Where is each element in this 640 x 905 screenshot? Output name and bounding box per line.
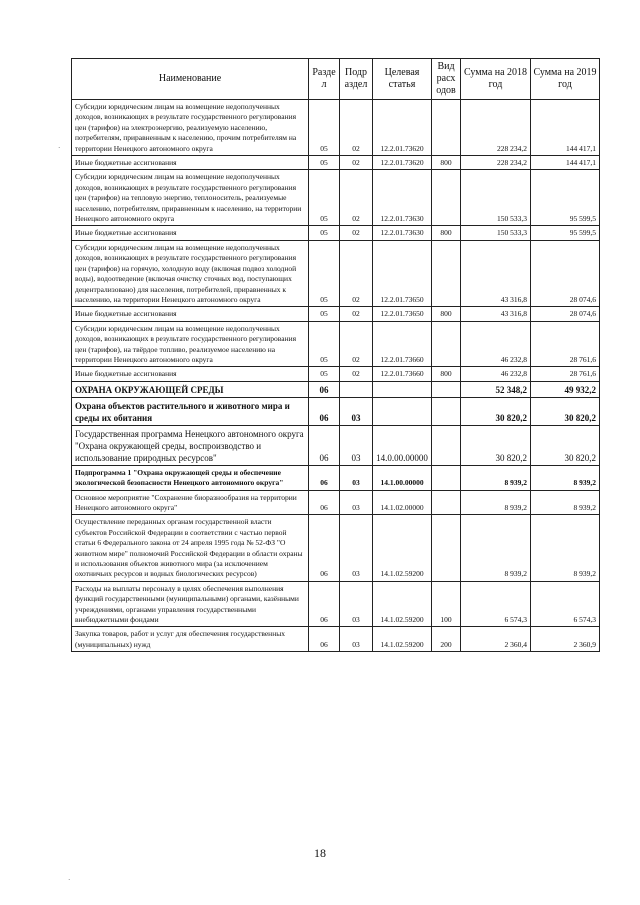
table-header-row <box>72 59 600 100</box>
row-sum-2019: 49 932,2 <box>531 381 600 397</box>
row-article <box>373 397 432 425</box>
row-section: 05 <box>309 226 340 240</box>
row-expense-type: 800 <box>432 156 461 170</box>
table-row <box>72 490 600 515</box>
row-sum-2018: 2 360,4 <box>461 627 531 652</box>
row-sum-2019: 30 820,2 <box>531 397 600 425</box>
row-expense-type: 800 <box>432 307 461 321</box>
row-subsection: 02 <box>340 307 373 321</box>
row-sum-2019: 8 939,2 <box>531 515 600 581</box>
row-name: ОХРАНА ОКРУЖАЮЩЕЙ СРЕДЫ <box>72 381 309 397</box>
row-section: 05 <box>309 240 340 306</box>
row-article: 12.2.01.73630 <box>373 226 432 240</box>
col-header-sum-2018: Сумма на 2018 год <box>461 59 531 100</box>
table-row <box>72 581 600 627</box>
row-expense-type <box>432 425 461 465</box>
row-sum-2018: 46 232,8 <box>461 321 531 367</box>
table-row <box>72 367 600 381</box>
row-article <box>373 381 432 397</box>
scan-mark: · <box>68 876 71 884</box>
row-sum-2018: 228 234,2 <box>461 156 531 170</box>
row-sum-2018: 46 232,8 <box>461 367 531 381</box>
row-section: 05 <box>309 170 340 226</box>
row-expense-type <box>432 100 461 156</box>
row-subsection: 02 <box>340 226 373 240</box>
row-name: Иные бюджетные ассигнования <box>72 307 309 321</box>
table-row <box>72 226 600 240</box>
row-sum-2019: 144 417,1 <box>531 156 600 170</box>
row-expense-type <box>432 381 461 397</box>
row-name: Основное мероприятие "Сохранение биоразнообразия на территории Ненецкого автономного округа" <box>72 490 309 515</box>
row-expense-type <box>432 321 461 367</box>
table-row <box>72 515 600 581</box>
scan-mark: · <box>58 144 61 152</box>
row-expense-type <box>432 170 461 226</box>
row-name: Охрана объектов растительного и животного мира и среды их обитания <box>72 397 309 425</box>
row-sum-2019: 30 820,2 <box>531 425 600 465</box>
row-sum-2018: 30 820,2 <box>461 425 531 465</box>
row-expense-type: 800 <box>432 367 461 381</box>
row-sum-2018: 52 348,2 <box>461 381 531 397</box>
row-name: Иные бюджетные ассигнования <box>72 367 309 381</box>
row-article: 14.0.00.00000 <box>373 425 432 465</box>
row-sum-2019: 28 761,6 <box>531 367 600 381</box>
row-sum-2019: 2 360,9 <box>531 627 600 652</box>
row-subsection: 03 <box>340 627 373 652</box>
row-section: 05 <box>309 100 340 156</box>
row-sum-2019: 144 417,1 <box>531 100 600 156</box>
row-article: 14.1.02.59200 <box>373 515 432 581</box>
table-row <box>72 627 600 652</box>
row-sum-2018: 8 939,2 <box>461 490 531 515</box>
row-sum-2018: 150 533,3 <box>461 170 531 226</box>
row-name: Государственная программа Ненецкого автономного округа "Охрана окружающей среды, воспроизводство и использование природных ресурсов" <box>72 425 309 465</box>
row-subsection: 03 <box>340 465 373 490</box>
row-expense-type <box>432 397 461 425</box>
row-article: 12.2.01.73660 <box>373 367 432 381</box>
row-subsection <box>340 381 373 397</box>
row-section: 05 <box>309 367 340 381</box>
row-sum-2019: 28 074,6 <box>531 307 600 321</box>
col-header-name: Наименование <box>72 59 309 100</box>
table-row-section-total <box>72 381 600 397</box>
row-name: Субсидии юридическим лицам на возмещение недополученных доходов, возникающих в результате государственного регулирования цен (тарифов) на электроэнергию, реализуемую населению, потребителям, приравненным к населению, прочим потребителям на территории Ненецкого автономного округа <box>72 100 309 156</box>
row-expense-type <box>432 515 461 581</box>
row-article: 12.2.01.73650 <box>373 240 432 306</box>
row-name: Субсидии юридическим лицам на возмещение недополученных доходов, возникающих в результате государственного регулирования цен (тарифов), на твёрдое топливо, реализуемое населению на территории Ненецкого автономного округа <box>72 321 309 367</box>
row-expense-type: 200 <box>432 627 461 652</box>
row-expense-type: 800 <box>432 226 461 240</box>
row-article: 12.2.01.73630 <box>373 170 432 226</box>
row-section: 06 <box>309 627 340 652</box>
row-article: 14.1.02.59200 <box>373 627 432 652</box>
page-number: 18 <box>314 846 326 860</box>
row-article: 12.2.01.73660 <box>373 321 432 367</box>
row-subsection: 03 <box>340 425 373 465</box>
row-expense-type <box>432 465 461 490</box>
table-row <box>72 307 600 321</box>
row-name: Субсидии юридическим лицам на возмещение недополученных доходов, возникающих в результате государственного регулирования цен (тарифов) на тепловую энергию, теплоноситель, реализуемые населению, потребителям, приравненным к населению, на территории Ненецкого автономного округа <box>72 170 309 226</box>
row-article: 12.2.01.73650 <box>373 307 432 321</box>
row-subsection: 02 <box>340 240 373 306</box>
row-section: 06 <box>309 425 340 465</box>
table-row <box>72 321 600 367</box>
row-expense-type <box>432 490 461 515</box>
row-section: 06 <box>309 581 340 627</box>
row-subsection: 02 <box>340 367 373 381</box>
table-row <box>72 240 600 306</box>
row-name: Субсидии юридическим лицам на возмещение недополученных доходов, возникающих в результате государственного регулирования цен (тарифов) на горячую, холодную воду (включая подвоз холодной воды), водоотведение (включая очистку сточных вод, поступающих децентрализовано) для населения, потребителей, приравненных к населению, на территории Ненецкого автономного округа <box>72 240 309 306</box>
col-header-subsection: Подр аздел <box>340 59 373 100</box>
row-sum-2019: 95 599,5 <box>531 226 600 240</box>
row-name: Закупка товаров, работ и услуг для обеспечения государственных (муниципальных) нужд <box>72 627 309 652</box>
row-name: Иные бюджетные ассигнования <box>72 226 309 240</box>
row-subsection: 02 <box>340 156 373 170</box>
row-name: Иные бюджетные ассигнования <box>72 156 309 170</box>
row-section: 05 <box>309 156 340 170</box>
row-sum-2018: 8 939,2 <box>461 465 531 490</box>
row-subsection: 03 <box>340 397 373 425</box>
row-sum-2018: 43 316,8 <box>461 240 531 306</box>
row-subsection: 03 <box>340 490 373 515</box>
row-sum-2018: 6 574,3 <box>461 581 531 627</box>
row-subsection: 02 <box>340 321 373 367</box>
row-section: 06 <box>309 465 340 490</box>
col-header-expense-type: Вид расх одов <box>432 59 461 100</box>
row-sum-2019: 8 939,2 <box>531 465 600 490</box>
row-sum-2019: 28 761,6 <box>531 321 600 367</box>
row-subsection: 02 <box>340 100 373 156</box>
row-section: 06 <box>309 381 340 397</box>
table-row <box>72 100 600 156</box>
budget-table-page <box>71 58 599 652</box>
row-article: 12.2.01.73620 <box>373 156 432 170</box>
row-sum-2018: 228 234,2 <box>461 100 531 156</box>
col-header-section: Разде л <box>309 59 340 100</box>
row-subsection: 03 <box>340 515 373 581</box>
budget-table <box>71 58 600 652</box>
row-sum-2018: 150 533,3 <box>461 226 531 240</box>
row-section: 06 <box>309 397 340 425</box>
col-header-target-article: Целевая статья <box>373 59 432 100</box>
row-expense-type <box>432 240 461 306</box>
table-row <box>72 156 600 170</box>
row-section: 06 <box>309 515 340 581</box>
row-sum-2018: 43 316,8 <box>461 307 531 321</box>
row-sum-2019: 95 599,5 <box>531 170 600 226</box>
row-section: 05 <box>309 321 340 367</box>
row-sum-2018: 8 939,2 <box>461 515 531 581</box>
row-article: 12.2.01.73620 <box>373 100 432 156</box>
row-sum-2018: 30 820,2 <box>461 397 531 425</box>
row-name: Расходы на выплаты персоналу в целях обеспечения выполнения функций государственными (муниципальными) органами, казёнными учреждениями, органами управления государственными внебюджетными фондами <box>72 581 309 627</box>
table-row-program <box>72 425 600 465</box>
table-row-subsection-total <box>72 397 600 425</box>
row-article: 14.1.02.59200 <box>373 581 432 627</box>
row-subsection: 03 <box>340 581 373 627</box>
row-article: 14.1.00.00000 <box>373 465 432 490</box>
row-name: Осуществление переданных органам государственной власти субъектов Российской Федерации в соответствии с частью первой статьи 6 Федерального закона от 24 апреля 1995 года № 52-ФЗ "О животном мире" полномочий Российской Федерации в области охраны и использования объектов животного мира (за исключением охотничьих ресурсов и водных биологических ресурсов) <box>72 515 309 581</box>
row-section: 06 <box>309 490 340 515</box>
row-sum-2019: 8 939,2 <box>531 490 600 515</box>
row-article: 14.1.02.00000 <box>373 490 432 515</box>
col-header-sum-2019: Сумма на 2019 год <box>531 59 600 100</box>
row-subsection: 02 <box>340 170 373 226</box>
row-sum-2019: 6 574,3 <box>531 581 600 627</box>
row-sum-2019: 28 074,6 <box>531 240 600 306</box>
table-row-subprogram <box>72 465 600 490</box>
row-name: Подпрограмма 1 "Охрана окружающей среды и обеспечение экологической безопасности Ненецкого автономного округа" <box>72 465 309 490</box>
row-expense-type: 100 <box>432 581 461 627</box>
table-row <box>72 170 600 226</box>
row-section: 05 <box>309 307 340 321</box>
